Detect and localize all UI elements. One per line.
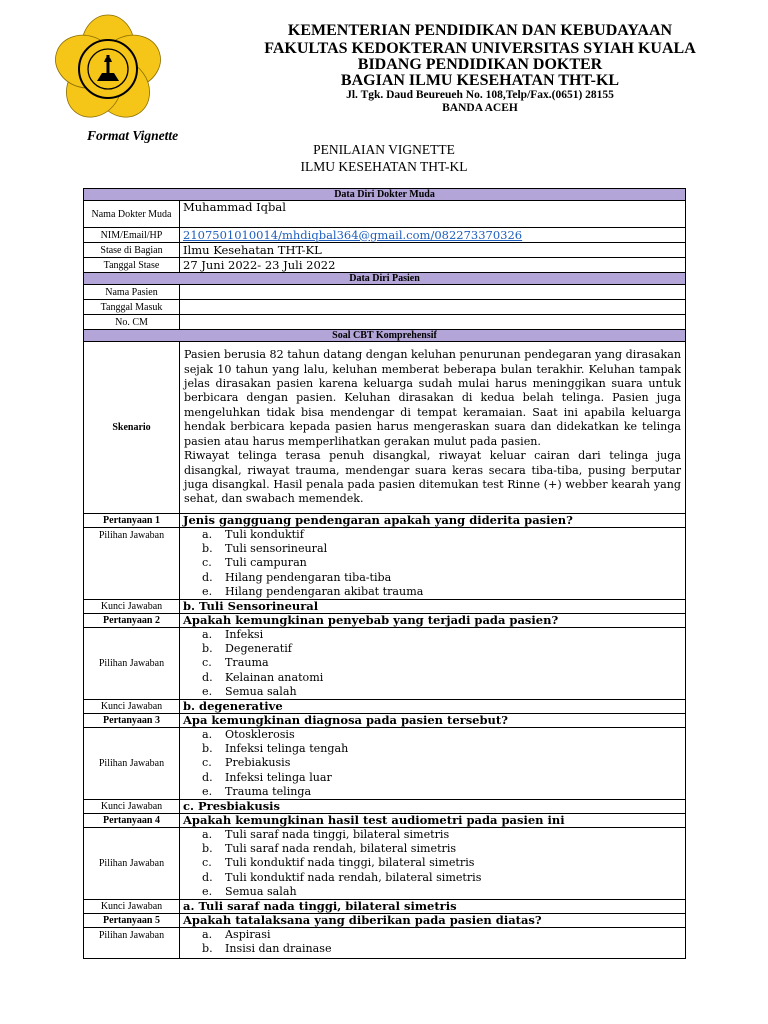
- section-patient-title: Data Diri Pasien: [84, 273, 686, 285]
- row-scenario: [84, 342, 686, 514]
- list-item: d. Kelainan anatomi: [202, 670, 324, 684]
- patient-date-value: [180, 300, 686, 315]
- key-4-value: a. Tuli saraf nada tinggi, bilateral simetris: [180, 900, 686, 914]
- row-patient-cm: [84, 315, 686, 330]
- choices-2-list: [180, 628, 686, 700]
- label-choices-4: Pilihan Jawaban: [84, 828, 180, 900]
- list-item: c. Trauma: [202, 656, 269, 670]
- list-item: b. Tuli saraf nada rendah, bilateral simetris: [202, 842, 457, 856]
- label-question-4: Pertanyaan 4: [84, 814, 180, 828]
- row-patient-date: [84, 300, 686, 315]
- scenario-paragraph-2: Riwayat telinga terasa penuh disangkal, riwayat keluar cairan dari telinga juga disangkal, riwayat trauma, mendengar suara keras secara tiba-tiba, pusing berputar juga disangkal. Hasil penala pada pasien ditemukan test Rinne (+) webber kearah yang sehat, dan swabach memendek.: [184, 449, 682, 506]
- row-student-stase: [84, 243, 686, 258]
- question-3-text: Apa kemungkinan diagnosa pada pasien tersebut?: [180, 714, 686, 728]
- label-key-4: Kunci Jawaban: [84, 900, 180, 914]
- label-choices-3: Pilihan Jawaban: [84, 728, 180, 800]
- label-question-5: Pertanyaan 5: [84, 914, 180, 928]
- student-date-value: 27 Juni 2022- 23 Juli 2022: [180, 258, 686, 273]
- list-item: a. Tuli saraf nada tinggi, bilateral simetris: [202, 828, 450, 841]
- choices-3-list: [180, 728, 686, 800]
- question-2-text: Apakah kemungkinan penyebab yang terjadi pada pasien?: [180, 614, 686, 628]
- row-key-2: [84, 700, 686, 714]
- row-choices-1: [84, 528, 686, 600]
- list-item: d. Tuli konduktif nada rendah, bilateral simetris: [202, 870, 482, 884]
- row-key-3: [84, 800, 686, 814]
- header-department: BAGIAN ILMU KESEHATAN THT-KL: [340, 72, 620, 89]
- scenario-text: [180, 342, 686, 514]
- question-5-text: Apakah tatalaksana yang diberikan pada pasien diatas?: [180, 914, 686, 928]
- row-question-5: [84, 914, 686, 928]
- row-question-2: [84, 614, 686, 628]
- label-patient-cm: No. CM: [84, 315, 180, 330]
- label-choices-1: Pilihan Jawaban: [84, 528, 180, 600]
- row-key-4: [84, 900, 686, 914]
- student-contact-link[interactable]: 2107501010014/mhdiqbal364@gmail.com/082273370326: [183, 227, 523, 242]
- list-item: c. Tuli campuran: [202, 556, 307, 570]
- label-scenario: Skenario: [84, 342, 180, 514]
- list-item: b. Tuli sensorineural: [202, 542, 328, 556]
- label-key-3: Kunci Jawaban: [84, 800, 180, 814]
- choices-5-list: [180, 928, 686, 959]
- label-choices-2: Pilihan Jawaban: [84, 628, 180, 700]
- list-item: c. Prebiakusis: [202, 756, 291, 770]
- row-question-4: [84, 814, 686, 828]
- vignette-table: [83, 188, 686, 959]
- key-2-value: b. degenerative: [180, 700, 686, 714]
- label-question-1: Pertanyaan 1: [84, 514, 180, 528]
- student-name-value: Muhammad Iqbal: [180, 201, 686, 228]
- row-choices-3: [84, 728, 686, 800]
- header-ministry: KEMENTERIAN PENDIDIKAN DAN KEBUDAYAAN: [287, 22, 673, 39]
- row-key-1: [84, 600, 686, 614]
- patient-cm-value: [180, 315, 686, 330]
- list-item: b. Infeksi telinga tengah: [202, 742, 349, 756]
- scenario-paragraph-1: Pasien berusia 82 tahun datang dengan keluhan penurunan pendegaran yang dirasakan sejak 10 tahun yang lalu, keluhan memberat beberapa bulan terakhir. Keluhan tampak jelas dirasakan pasien karena keluarga sudah mulai harus meninggikan suara untuk berbicara dengan pasien. Keluhan dirasakan di kedua belah telinga. Pasien juga mengeluhkan tidak bisa mendengar di tempat keramaian. Saat ini apabila keluarga hendak berbicara kepada pasien harus mengeraskan suara dan didekatkan ke telinga pasien atau harus memperlihatkan gerakan mulut pada pasien.: [184, 348, 682, 448]
- list-item: e. Trauma telinga: [202, 784, 312, 798]
- list-item: c. Tuli konduktif nada tinggi, bilateral simetris: [202, 856, 475, 870]
- list-item: d. Hilang pendengaran tiba-tiba: [202, 570, 392, 584]
- section-cbt-title: Soal CBT Komprehensif: [84, 330, 686, 342]
- list-item: a. Infeksi: [202, 628, 264, 641]
- list-item: e. Semua salah: [202, 884, 297, 898]
- patient-name-value: [180, 285, 686, 300]
- row-question-3: [84, 714, 686, 728]
- list-item: a. Otosklerosis: [202, 728, 295, 741]
- label-key-1: Kunci Jawaban: [84, 600, 180, 614]
- page-subtitle: ILMU KESEHATAN THT-KL: [300, 159, 468, 174]
- row-question-1: [84, 514, 686, 528]
- row-patient-name: [84, 285, 686, 300]
- choices-4-list: [180, 828, 686, 900]
- label-question-3: Pertanyaan 3: [84, 714, 180, 728]
- student-stase-value: Ilmu Kesehatan THT-KL: [180, 243, 686, 258]
- section-patient: [84, 273, 686, 285]
- question-1-text: Jenis gangguang pendengaran apakah yang diderita pasien?: [180, 514, 686, 528]
- choices-1-list: [180, 528, 686, 600]
- list-item: b. Insisi dan drainase: [202, 942, 332, 956]
- section-student-title: Data Diri Dokter Muda: [84, 189, 686, 201]
- list-item: e. Semua salah: [202, 684, 297, 698]
- row-choices-2: [84, 628, 686, 700]
- key-1-value: b. Tuli Sensorineural: [180, 600, 686, 614]
- label-choices-5: Pilihan Jawaban: [84, 928, 180, 959]
- label-student-date: Tanggal Stase: [84, 258, 180, 273]
- key-3-value: c. Presbiakusis: [180, 800, 686, 814]
- section-cbt: [84, 330, 686, 342]
- label-patient-name: Nama Pasien: [84, 285, 180, 300]
- label-key-2: Kunci Jawaban: [84, 700, 180, 714]
- row-choices-5: [84, 928, 686, 959]
- row-choices-4: [84, 828, 686, 900]
- label-student-stase: Stase di Bagian: [84, 243, 180, 258]
- row-student-date: [84, 258, 686, 273]
- header-field: BIDANG PENDIDIKAN DOKTER: [357, 56, 603, 73]
- row-student-contact: [84, 228, 686, 243]
- label-student-contact: NIM/Email/HP: [84, 228, 180, 243]
- format-title: Format Vignette: [87, 128, 179, 143]
- header-address: Jl. Tgk. Daud Beureueh No. 108,Telp/Fax.(0651) 28155: [346, 89, 614, 101]
- row-student-name: [84, 201, 686, 228]
- label-question-2: Pertanyaan 2: [84, 614, 180, 628]
- header-city: BANDA ACEH: [442, 102, 518, 114]
- list-item: a. Tuli konduktif: [202, 528, 304, 541]
- section-student: [84, 189, 686, 201]
- list-item: b. Degeneratif: [202, 642, 292, 656]
- list-item: e. Hilang pendengaran akibat trauma: [202, 584, 424, 598]
- page-title: PENILAIAN VIGNETTE: [313, 142, 455, 157]
- list-item: d. Infeksi telinga luar: [202, 770, 332, 784]
- label-patient-date: Tanggal Masuk: [84, 300, 180, 315]
- header-faculty: FAKULTAS KEDOKTERAN UNIVERSITAS SYIAH KUALA: [264, 40, 696, 57]
- list-item: a. Aspirasi: [202, 928, 271, 941]
- label-student-name: Nama Dokter Muda: [84, 201, 180, 228]
- question-4-text: Apakah kemungkinan hasil test audiometri pada pasien ini: [180, 814, 686, 828]
